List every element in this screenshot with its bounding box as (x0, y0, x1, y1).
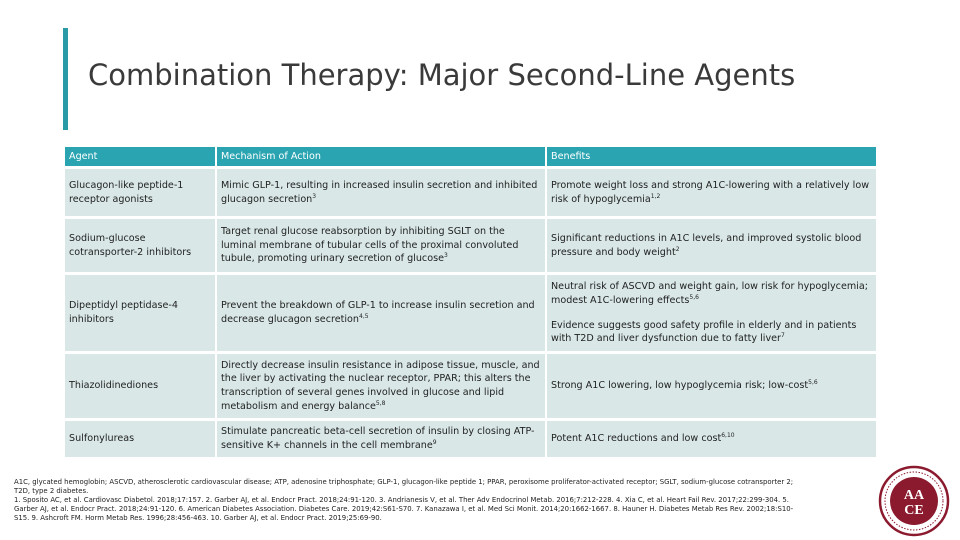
benefits-cell (545, 354, 876, 418)
reference-marker: 9 (432, 438, 437, 446)
benefit-text (551, 319, 872, 346)
reference-marker: 7 (780, 331, 785, 339)
reference-marker: 2 (675, 245, 680, 253)
benefits-cell (545, 169, 876, 216)
table-row (65, 421, 876, 457)
mechanism-text: Directly decrease insulin resistance in adipose tissue, muscle, and the liver by activating the nuclear receptor, PPAR; this alters the transcription of several genes involved in glucose and lipid metabolism and energy balance (221, 359, 540, 412)
table-header-row (65, 147, 876, 166)
references-text: 1. Sposito AC, et al. Cardiovasc Diabetol. 2018;17:157. 2. Garber AJ, et al. Endocr Pract. 2018;24:91-120. 3. Andrianesis V, et al. Ther Adv Endocrinol Metab. 2016;7:212-228. 4. Xia C, et al. Heart Fail Rev. 2017;22:299-304. 5. Garber AJ, et al. Endocr Pract. 2018;24:91-120. 6. American Diabetes Association. Diabetes Care. 2019;42:S61-S70. 7. Kanazawa I, et al. Med Sci Monit. 2014;20:1662-1667. 8. Hauner H. Diabetes Metab Res Rev. 2002;18:S10-S15. 9. Ashcroft FM. Horm Metab Res. 1996;28:456-463. 10. Garber AJ, et al. Endocr Pract. 2019;25:69-90. (14, 496, 794, 522)
benefit-statement: Significant reductions in A1C levels, and improved systolic blood pressure and body weight (551, 232, 862, 258)
table-row (65, 354, 876, 418)
mechanism-cell (215, 169, 545, 216)
benefits-cell (545, 275, 876, 351)
reference-marker: 3 (312, 192, 317, 200)
benefit-text (551, 432, 872, 446)
mechanism-text: Target renal glucose reabsorption by inhibiting SGLT on the luminal membrane of tubular cells of the proximal convoluted tubule, promoting urinary secretion of glucose (221, 226, 519, 265)
benefit-statement: Potent A1C reductions and low cost (551, 433, 722, 445)
benefit-text (551, 179, 872, 206)
table-row (65, 219, 876, 272)
header-agent: Agent (65, 147, 215, 166)
table-row (65, 275, 876, 351)
footnotes (14, 478, 804, 523)
agent-cell: Thiazolidinediones (65, 354, 215, 418)
logo-letters-bottom: CE (904, 503, 924, 518)
reference-marker: 4,5 (359, 312, 369, 320)
agent-cell: Sulfonylureas (65, 421, 215, 457)
mechanism-text: Mimic GLP-1, resulting in increased insulin secretion and inhibited glucagon secretion (221, 179, 538, 205)
reference-marker: 5,6 (689, 293, 699, 301)
agent-cell: Dipeptidyl peptidase-4 inhibitors (65, 275, 215, 351)
benefit-text (551, 280, 872, 307)
mechanism-text: Stimulate pancreatic beta-cell secretion of insulin by closing ATP-sensitive K+ channels in the cell membrane (221, 426, 535, 451)
mechanism-cell (215, 421, 545, 457)
mechanism-cell (215, 275, 545, 351)
abbreviations-text: A1C, glycated hemoglobin; ASCVD, atherosclerotic cardiovascular disease; ATP, adenosine triphosphate; GLP-1, glucagon-like peptide 1; PPAR, peroxisome proliferator-activated receptor; SGLT, sodium-glucose cotransporter 2; T2D, type 2 diabetes. (14, 478, 794, 495)
reference-marker: 6,10 (721, 432, 735, 440)
benefit-statement: Promote weight loss and strong A1C-lowering with a relatively low risk of hypoglycemia (551, 179, 870, 205)
benefit-statement: Neutral risk of ASCVD and weight gain, low risk for hypoglycemia; modest A1C-lowering effects (551, 281, 868, 306)
aace-logo (878, 465, 950, 537)
benefit-text (551, 379, 872, 393)
reference-marker: 3 (443, 252, 448, 260)
benefits-cell (545, 421, 876, 457)
slide-title: Combination Therapy: Major Second-Line Agents (88, 58, 796, 92)
mechanism-cell (215, 219, 545, 272)
table-row (65, 169, 876, 216)
benefit-statement: Evidence suggests good safety profile in elderly and in patients with T2D and liver dysfunction due to fatty liver (551, 319, 857, 345)
benefit-statement: Strong A1C lowering, low hypoglycemia risk; low-cost (551, 380, 809, 392)
header-mechanism: Mechanism of Action (215, 147, 545, 166)
mechanism-cell (215, 354, 545, 418)
benefit-text (551, 232, 872, 259)
agent-cell: Glucagon-like peptide-1 receptor agonists (65, 169, 215, 216)
reference-marker: 1,2 (650, 192, 661, 200)
benefits-cell (545, 219, 876, 272)
title-accent-bar (63, 28, 68, 130)
reference-marker: 5,6 (808, 379, 818, 387)
logo-letters-top: AA (903, 488, 925, 503)
agents-table (65, 144, 876, 460)
mechanism-text: Prevent the breakdown of GLP-1 to increase insulin secretion and decrease glucagon secretion (221, 300, 535, 325)
header-benefits: Benefits (545, 147, 876, 166)
reference-marker: 5,8 (375, 399, 386, 407)
agent-cell: Sodium-glucose cotransporter-2 inhibitors (65, 219, 215, 272)
